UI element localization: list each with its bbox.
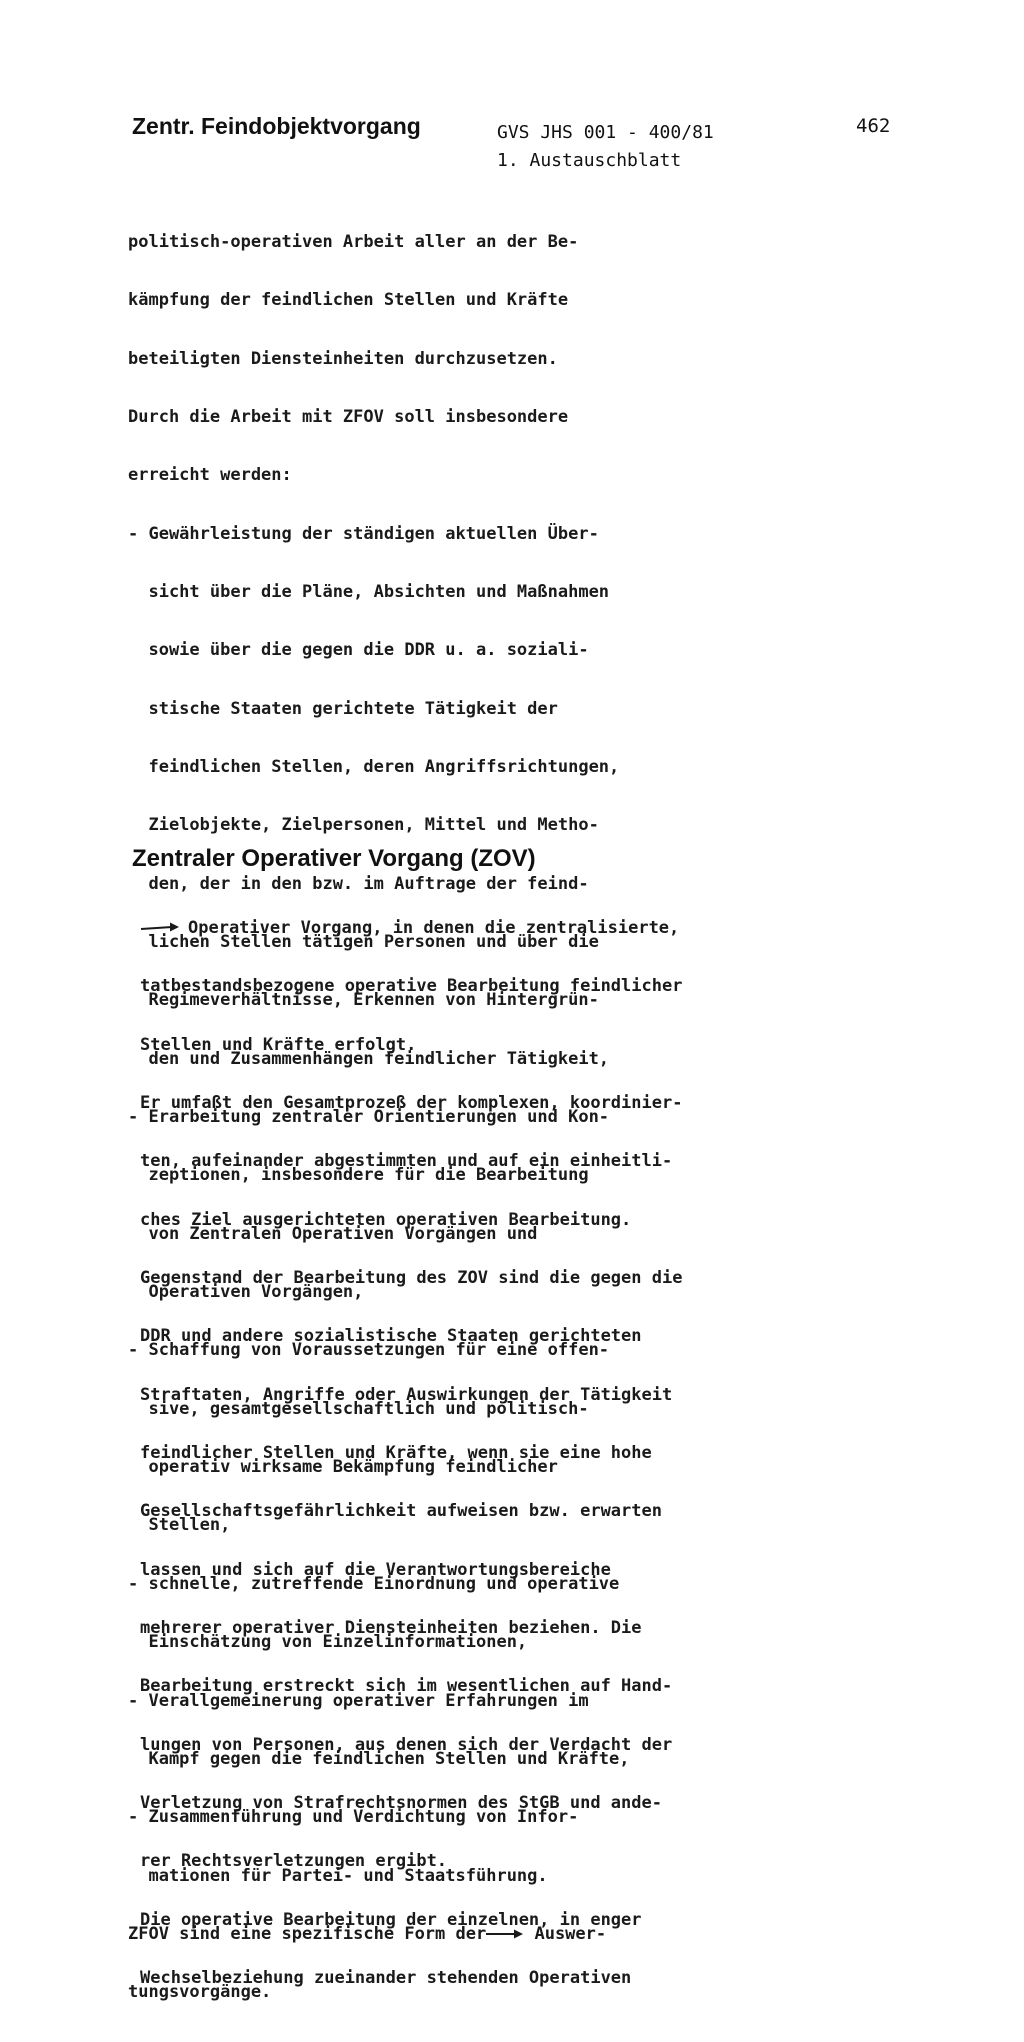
text-line: feindlicher Stellen und Kräfte, wenn sie eine hohe — [140, 1443, 652, 1463]
zov-section-heading: Zentraler Operativer Vorgang (ZOV) — [132, 845, 536, 872]
list-item-line: Einschätzung von Einzelinformationen, — [128, 1632, 528, 1653]
text-line: lungen von Personen, aus denen sich der Verdacht der — [140, 1734, 673, 1755]
text-line: Er umfaßt den Gesamtprozeß der komplexen, koordinier- — [140, 1092, 683, 1113]
list-item-line: sowie über die gegen die DDR u. a. soziali- — [128, 640, 589, 661]
text-line: rer Rechtsverletzungen ergibt. — [140, 1851, 448, 1872]
list-item-line: lichen Stellen tätigen Personen und über die — [128, 932, 599, 953]
list-item-line: den und Zusammenhängen feindlicher Tätigkeit, — [128, 1048, 610, 1069]
text-line: Gesellschaftsgefährlichkeit aufweisen bzw. erwarten — [140, 1501, 662, 1522]
list-item-line: von Zentralen Operativen Vorgängen und — [128, 1223, 538, 1244]
text-line: Durch die Arbeit mit ZFOV soll insbesondere — [128, 406, 569, 427]
text-line: Straftaten, Angriffe oder Auswirkungen der Tätigkeit — [140, 1384, 673, 1405]
list-item-line: mationen für Partei- und Staatsführung. — [128, 1865, 548, 1886]
list-item-line: - schnelle, zutreffende Einordnung und operative — [128, 1573, 620, 1594]
list-item-line: Stellen, — [128, 1515, 231, 1536]
text-line: ches Ziel ausgerichteten operativen Bearbeitung. — [140, 1209, 632, 1230]
classification-reference: GVS JHS 001 - 400/81 — [497, 122, 714, 143]
text-line: kämpfung der feindlichen Stellen und Kräfte — [128, 290, 569, 311]
list-item-line: - Schaffung von Voraussetzungen für eine offen- — [128, 1340, 610, 1361]
page-header-title: Zentr. Feindobjektvorgang — [132, 113, 421, 139]
closing-suffix: Auswer- — [524, 1923, 607, 1944]
list-item-line: sive, gesamtgesellschaftlich und politisch- — [128, 1398, 589, 1419]
list-item-line: den, der in den bzw. im Auftrage der feind- — [128, 873, 589, 894]
list-item-line: Kampf gegen die feindlichen Stellen und Kräfte, — [128, 1748, 630, 1769]
text-line: mehrerer operativer Diensteinheiten beziehen. Die — [140, 1618, 642, 1639]
text-line: Die operative Bearbeitung der einzelnen, in enger — [140, 1909, 642, 1930]
page-number: 462 — [856, 115, 891, 137]
list-item-line: zeptionen, insbesondere für die Bearbeitung — [128, 1165, 589, 1186]
list-item-line: - Erarbeitung zentraler Orientierungen und Kon- — [128, 1107, 610, 1128]
text-line: DDR und andere sozialistische Staaten gerichteten — [140, 1326, 642, 1347]
text-line: Gegenstand der Bearbeitung des ZOV sind die gegen die — [140, 1267, 683, 1288]
list-item-line: Zielobjekte, Zielpersonen, Mittel und Metho- — [128, 815, 599, 836]
text-line: Bearbeitung erstreckt sich im wesentlichen auf Hand- — [140, 1676, 673, 1697]
text-line: Wechselbeziehung zueinander stehenden Operativen — [140, 1968, 632, 1989]
closing-line-end: tungsvorgänge. — [128, 1982, 272, 2003]
text-line: Verletzung von Strafrechtsnormen des StGB und ande- — [140, 1793, 662, 1814]
list-item-line: - Verallgemeinerung operativer Erfahrungen im — [128, 1690, 589, 1711]
text-line: erreicht werden: — [128, 465, 292, 486]
list-item-line: Regimeverhältnisse, Erkennen von Hintergrün- — [128, 990, 599, 1011]
text-line: ten, aufeinander abgestimmten und auf ein einheitli- — [140, 1151, 673, 1172]
zov-first-line-text: Operativer Vorgang, in denen die zentralisierte, — [188, 917, 680, 938]
list-item-line: sicht über die Pläne, Absichten und Maßnahmen — [128, 581, 610, 602]
list-item-line: - Gewährleistung der ständigen aktuellen Über- — [128, 523, 599, 544]
text-line: tatbestandsbezogene operative Bearbeitung feindlicher — [140, 976, 683, 997]
closing-prefix: ZFOV sind eine spezifische Form der — [128, 1923, 487, 1944]
list-item-line: Operativen Vorgängen, — [128, 1282, 364, 1303]
zov-first-line — [140, 919, 682, 938]
list-item-line: - Zusammenführung und Verdichtung von Infor- — [128, 1807, 579, 1828]
text-line: beteiligten Diensteinheiten durchzusetzen. — [128, 348, 558, 369]
text-line: lassen und sich auf die Verantwortungsbereiche — [140, 1559, 611, 1580]
replacement-sheet-label: 1. Austauschblatt — [497, 150, 682, 171]
list-item-line: stische Staaten gerichtete Tätigkeit der — [128, 698, 558, 719]
list-item-line: operativ wirksame Bekämpfung feindlicher — [128, 1457, 558, 1478]
text-line: Stellen und Kräfte erfolgt. — [140, 1034, 417, 1055]
cross-reference-arrow-icon — [140, 922, 180, 934]
text-line: politisch-operativen Arbeit aller an der Be- — [128, 231, 579, 252]
zov-body-text — [140, 880, 682, 2027]
list-item-line: feindlichen Stellen, deren Angriffsrichtungen, — [128, 757, 620, 777]
